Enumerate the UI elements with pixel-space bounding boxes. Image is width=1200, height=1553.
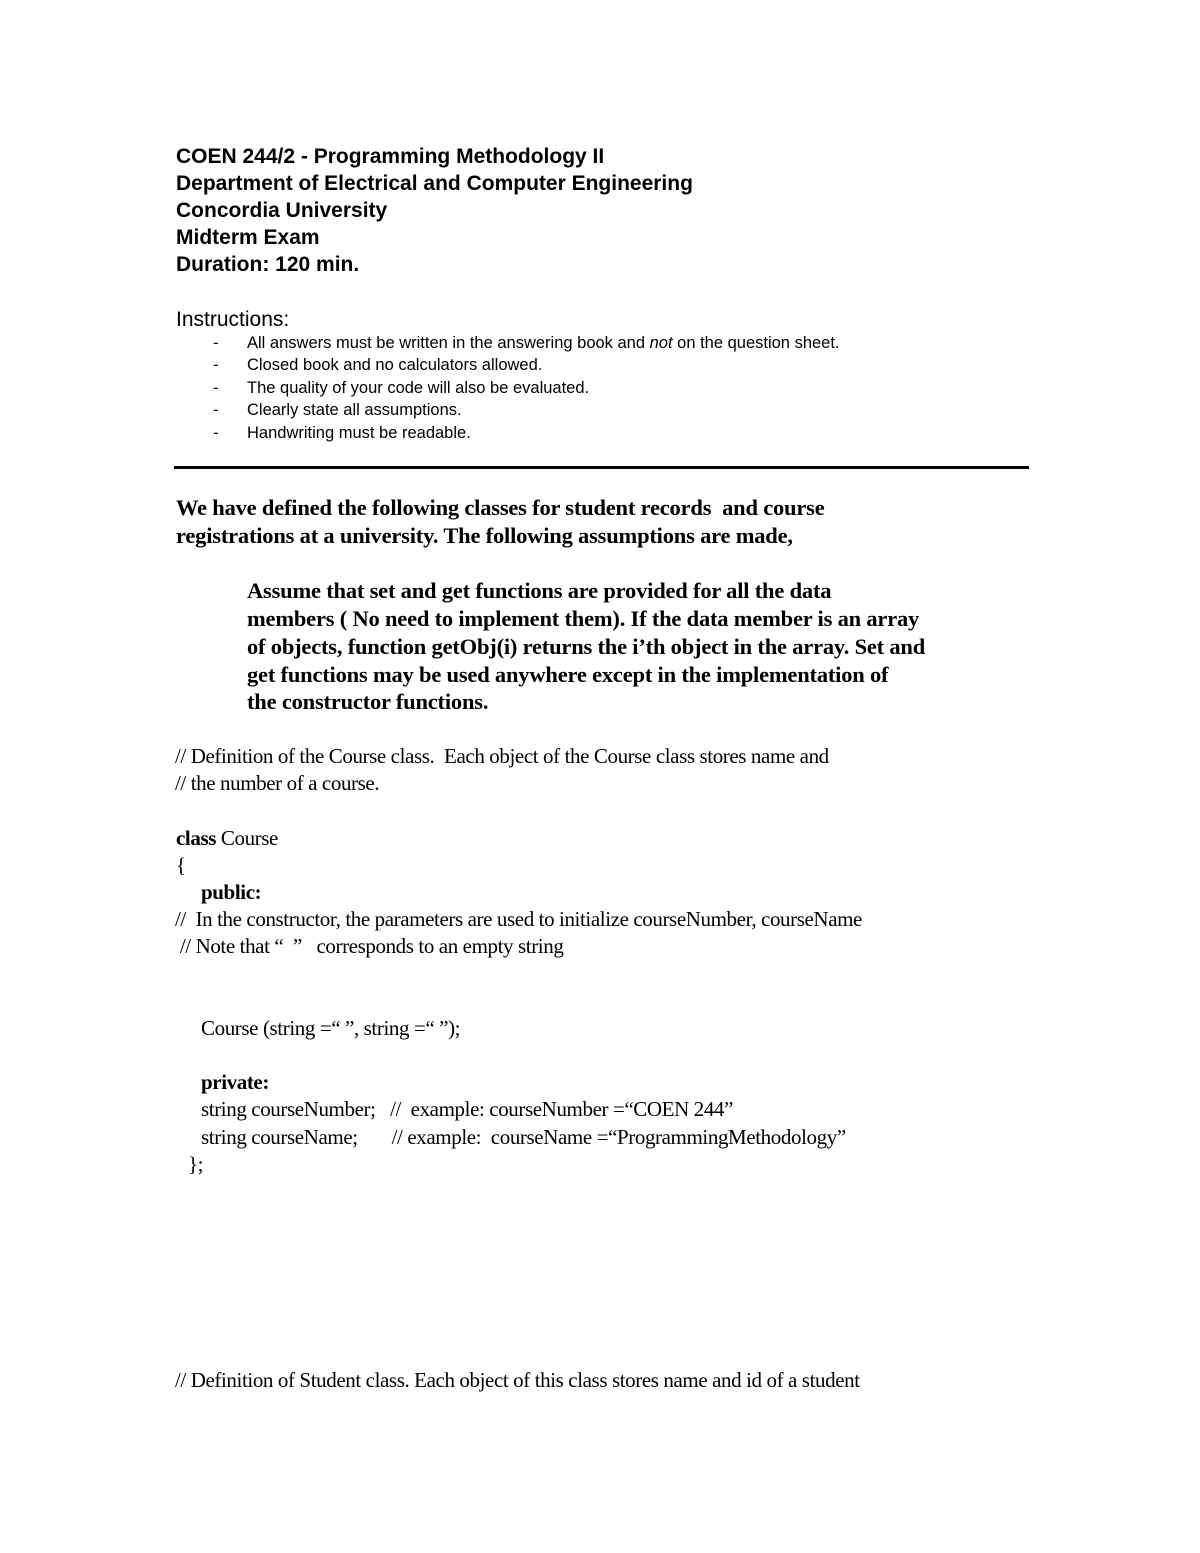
assumption-line: of objects, function getObj(i) returns the i’th object in the array. Set and [247,634,926,659]
private-keyword: private: [201,1070,269,1094]
instructions-title: Instructions: [176,308,290,331]
member-declaration: string courseNumber; // example: courseNumber =“COEN 244” [201,1097,733,1121]
assumption-line: Assume that set and get functions are provided for all the data [247,578,832,603]
exam-duration: Duration: 120 min. [176,253,360,276]
bullet-dash: - [213,334,219,352]
class-declaration [176,828,278,849]
bullet-dash: - [213,401,219,419]
instruction-item: Handwriting must be readable. [247,424,471,442]
bullet-dash: - [213,379,219,397]
instruction-item: Closed book and no calculators allowed. [247,356,543,374]
university-name: Concordia University [176,199,388,222]
code-comment: // Definition of the Course class. Each object of the Course class stores name and [175,744,829,768]
intro-line: registrations at a university. The following assumptions are made, [176,523,793,548]
instruction-item: The quality of your code will also be evaluated. [247,379,590,397]
exam-title: Midterm Exam [176,226,320,249]
instruction-emphasis: not [649,334,673,352]
section-divider [174,466,1029,469]
code-comment: // In the constructor, the parameters are used to initialize courseNumber, courseName [175,907,862,931]
assumption-line: get functions may be used anywhere except in the implementation of [247,662,889,687]
course-title: COEN 244/2 - Programming Methodology II [176,145,605,168]
code-brace: { [176,853,186,877]
assumption-line: the constructor functions. [247,689,489,714]
intro-line: We have defined the following classes for student records and course [176,495,825,520]
instruction-item [247,335,840,352]
constructor-declaration: Course (string =“ ”, string =“ ”); [201,1016,461,1040]
code-brace: }; [188,1152,204,1176]
code-comment: // Definition of Student class. Each object of this class stores name and id of a student [175,1368,860,1392]
class-keyword: class [176,826,217,850]
instruction-text: on the question sheet. [672,334,840,352]
public-keyword: public: [201,880,262,904]
department-name: Department of Electrical and Computer Engineering [176,172,693,195]
code-comment: // the number of a course. [175,771,380,795]
class-name: Course [216,826,278,850]
member-declaration: string courseName; // example: courseName =“ProgrammingMethodology” [201,1125,846,1149]
instruction-text: All answers must be written in the answering book and [247,334,650,352]
assumption-line: members ( No need to implement them). If the data member is an array [247,606,920,631]
instruction-item: Clearly state all assumptions. [247,401,462,419]
code-comment: // Note that “ ” corresponds to an empty string [175,934,564,958]
bullet-dash: - [213,424,219,442]
bullet-dash: - [213,356,219,374]
